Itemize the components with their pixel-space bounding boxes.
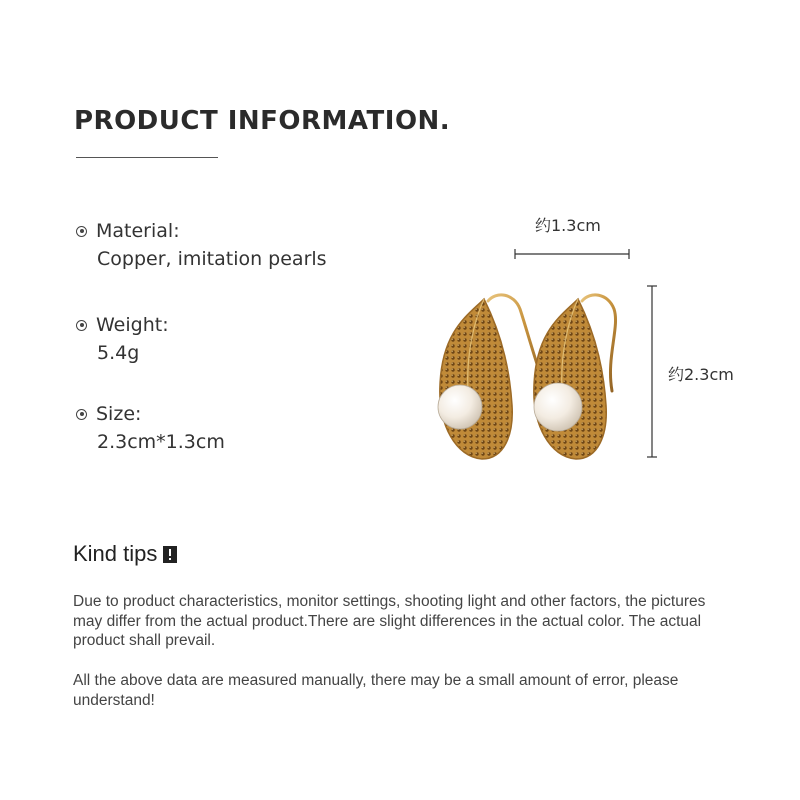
tips-note-measurement: All the above data are measured manually, there may be a small amount of error, please understand!: [73, 672, 679, 709]
bullet-icon: [76, 226, 87, 237]
spec-weight: [76, 314, 169, 364]
spec-size-label: Size:: [96, 403, 142, 425]
width-dimension-line: [515, 249, 629, 259]
height-dimension-label: 约2.3cm: [668, 365, 734, 384]
spec-material-label: Material:: [96, 220, 180, 242]
spec-material: [76, 220, 327, 270]
spec-weight-value: 5.4g: [97, 342, 140, 364]
spec-weight-label: Weight:: [96, 314, 169, 336]
spec-size: [76, 403, 225, 453]
width-dimension-label: 约1.3cm: [535, 216, 601, 235]
kind-tips-label: Kind tips: [73, 541, 158, 566]
right-earring: [534, 295, 616, 459]
left-earring: [438, 295, 546, 459]
kind-tips-heading: [73, 541, 177, 567]
earring-product-image: [420, 240, 660, 470]
title-underline: [76, 157, 218, 158]
tips-note-disclaimer: Due to product characteristics, monitor settings, shooting light and other factors, the pictures may differ from the actual product.There are slight differences in the actual color. The actual product shall prevail.: [73, 593, 706, 649]
spec-size-value: 2.3cm*1.3cm: [97, 431, 225, 453]
page-title: PRODUCT INFORMATION.: [74, 106, 451, 136]
height-dimension-line: [647, 286, 657, 457]
spec-material-value: Copper, imitation pearls: [97, 248, 327, 270]
bullet-icon: [76, 320, 87, 331]
exclamation-icon: [163, 546, 177, 563]
bullet-icon: [76, 409, 87, 420]
